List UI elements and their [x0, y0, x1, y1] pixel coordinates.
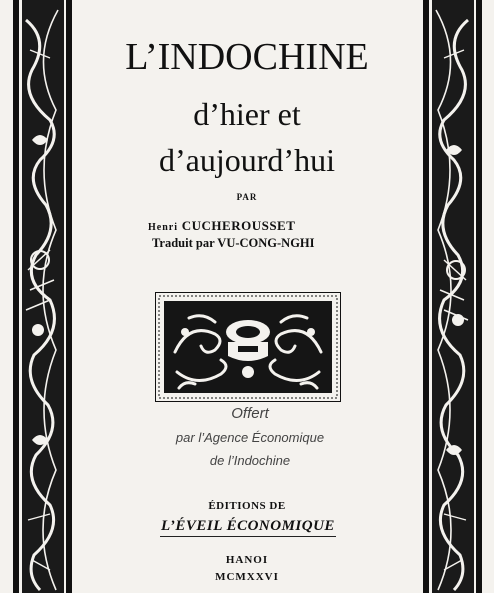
by-label: PAR	[236, 192, 258, 202]
stamp-agency: par l’Agence Économique	[175, 430, 325, 445]
publication-city: HANOI	[225, 554, 269, 566]
publisher-name: L’ÉVEIL ÉCONOMIQUE	[160, 518, 336, 537]
author-last-name: CUCHEROUSSET	[181, 218, 296, 233]
stamp-offered: Offert	[231, 405, 269, 422]
subtitle-line-2: d’aujourd’hui	[159, 142, 335, 178]
dragon-border-left-icon	[10, 0, 76, 593]
publication-year: MCMXXVI	[215, 571, 279, 583]
translator-credit: Traduit par VU-CONG-NGHI	[152, 236, 315, 250]
ornamental-emblem-icon	[155, 292, 341, 402]
dragon-border-right-icon	[420, 0, 486, 593]
author-name	[148, 218, 295, 234]
author-first-name: Henri	[148, 222, 178, 233]
subtitle-line-1: d’hier et	[193, 96, 301, 132]
book-title: L’INDOCHINE	[125, 36, 369, 78]
stamp-indochina: de l’Indochine	[209, 453, 291, 468]
publisher-label: ÉDITIONS DE	[208, 500, 286, 512]
